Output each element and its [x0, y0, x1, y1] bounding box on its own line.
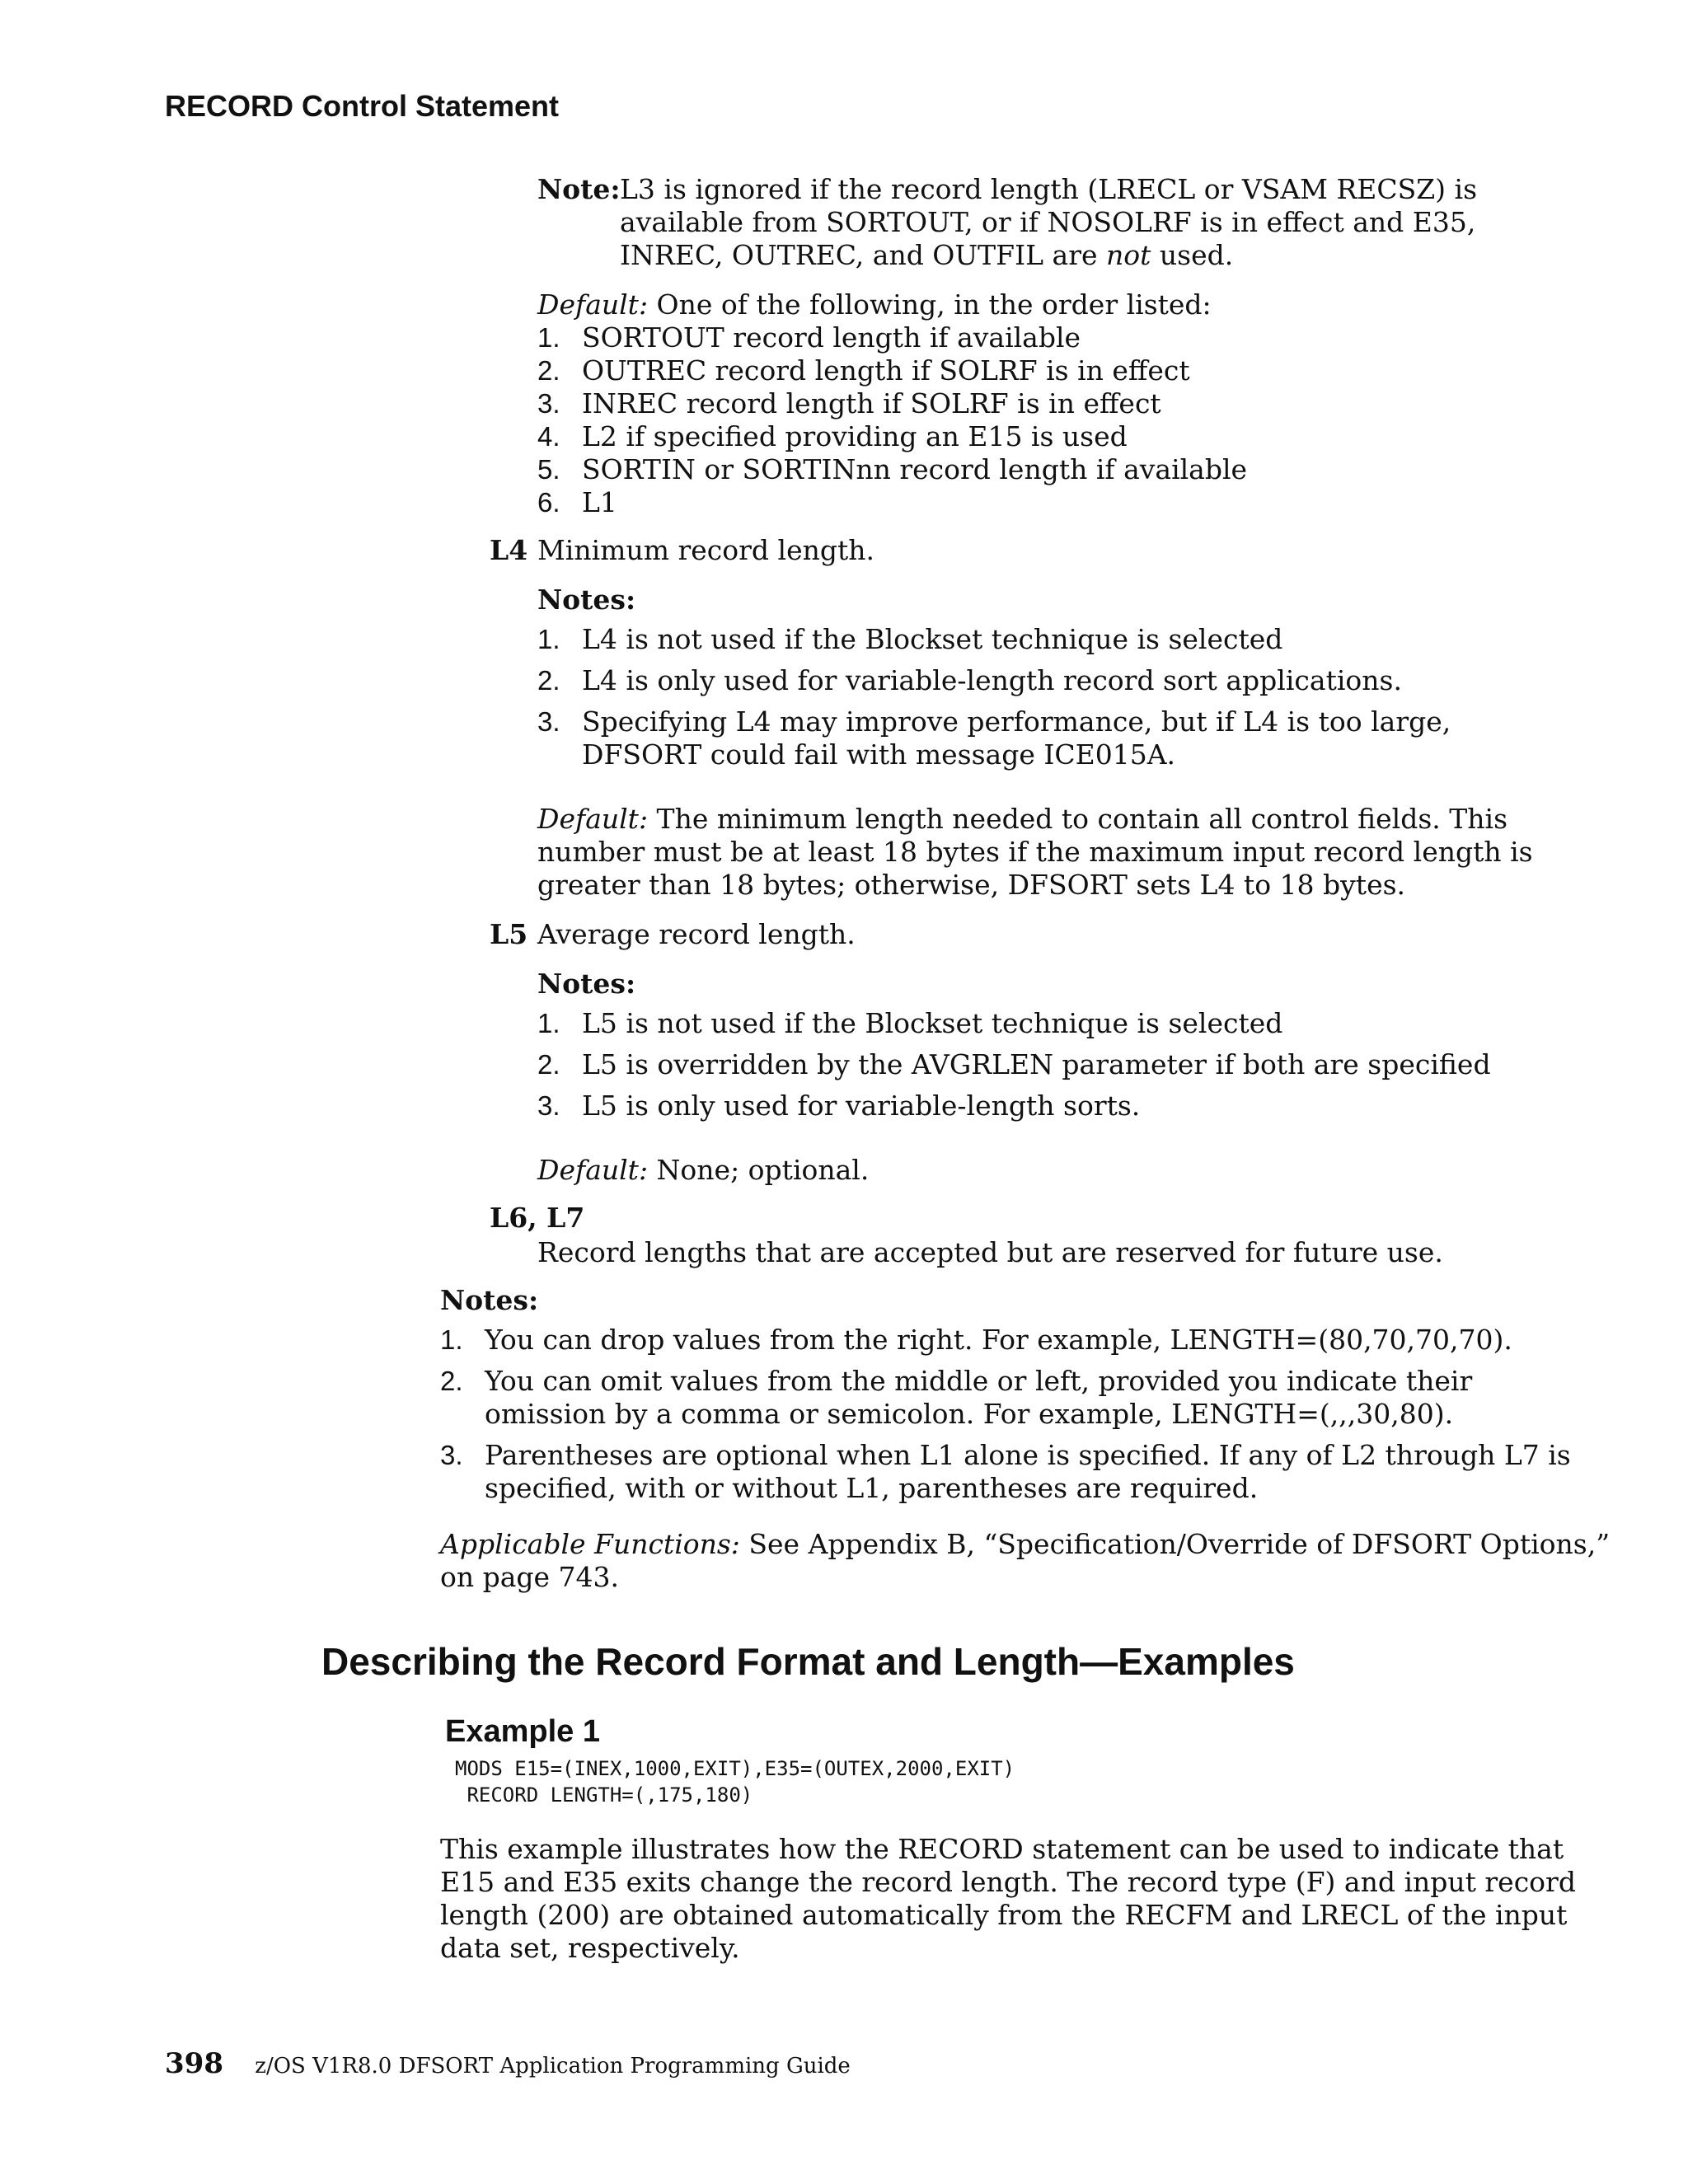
- code-line: MODS E15=(INEX,1000,EXIT),E35=(OUTEX,2000,EXIT): [455, 1757, 1015, 1780]
- list-item: 3. INREC record length if SOLRF is in effect: [537, 387, 1161, 419]
- note-label: Note:: [537, 173, 621, 205]
- term-l5: L5: [490, 918, 528, 950]
- list-item: 4. L2 if specified providing an E15 is used: [537, 420, 1128, 452]
- general-notes-label: Notes:: [440, 1284, 539, 1316]
- list-item-cont: specified, with or without L1, parentheses are required.: [485, 1472, 1259, 1504]
- list-item-cont: omission by a comma or semicolon. For example, LENGTH=(,,,30,80).: [485, 1398, 1454, 1430]
- list-item: 1. SORTOUT record length if available: [537, 321, 1081, 354]
- l5-default: Default: None; optional.: [537, 1154, 870, 1186]
- l5-desc: Average record length.: [537, 918, 856, 950]
- section-heading: Describing the Record Format and Length—Examples: [321, 1640, 1295, 1683]
- l4-default-line2: number must be at least 18 bytes if the maximum input record length is: [537, 836, 1533, 868]
- list-item: 3. Specifying L4 may improve performance, but if L4 is too large,: [537, 705, 1451, 738]
- l3-note-line2: available from SORTOUT, or if NOSOLRF is in effect and E35,: [620, 206, 1476, 238]
- l6l7-desc: Record lengths that are accepted but are reserved for future use.: [537, 1236, 1443, 1268]
- book-title: z/OS V1R8.0 DFSORT Application Programming Guide: [255, 2054, 851, 2079]
- list-item: 6. L1: [537, 486, 617, 518]
- example-heading: Example 1: [445, 1714, 600, 1749]
- list-item-cont: DFSORT could fail with message ICE015A.: [582, 738, 1176, 771]
- l3-note-line1: L3 is ignored if the record length (LRECL or VSAM RECSZ) is: [620, 173, 1478, 205]
- list-item: 2. You can omit values from the middle or left, provided you indicate their: [440, 1365, 1473, 1397]
- list-item: 5. SORTIN or SORTINnn record length if available: [537, 453, 1248, 485]
- paragraph-line: E15 and E35 exits change the record length. The record type (F) and input record: [440, 1866, 1576, 1898]
- page-footer: [165, 2047, 851, 2080]
- l4-default-line3: greater than 18 bytes; otherwise, DFSORT sets L4 to 18 bytes.: [537, 869, 1406, 901]
- l3-default: Default: One of the following, in the order listed:: [537, 288, 1212, 321]
- paragraph-line: data set, respectively.: [440, 1932, 740, 1964]
- paragraph-line: length (200) are obtained automatically from the RECFM and LRECL of the input: [440, 1899, 1568, 1931]
- list-item: 2. OUTREC record length if SOLRF is in effect: [537, 354, 1190, 387]
- l3-note-line3: INREC, OUTREC, and OUTFIL are not used.: [620, 239, 1234, 271]
- l5-notes-label: Notes:: [537, 968, 636, 1000]
- term-l4: L4: [490, 534, 528, 566]
- list-item: 1. L5 is not used if the Blockset technique is selected: [537, 1007, 1283, 1039]
- list-item: 3. L5 is only used for variable-length sorts.: [537, 1090, 1141, 1122]
- l3-note: [537, 173, 621, 206]
- l4-desc: Minimum record length.: [537, 534, 874, 566]
- list-item: 1. You can drop values from the right. For example, LENGTH=(80,70,70,70).: [440, 1324, 1512, 1356]
- page-number: 398: [165, 2047, 223, 2080]
- applicable-functions-line2: on page 743.: [440, 1561, 620, 1593]
- term-l6-l7: L6, L7: [490, 1202, 585, 1234]
- paragraph-line: This example illustrates how the RECORD statement can be used to indicate that: [440, 1833, 1564, 1865]
- list-item: 2. L5 is overridden by the AVGRLEN parameter if both are specified: [537, 1048, 1491, 1080]
- list-item: 2. L4 is only used for variable-length record sort applications.: [537, 664, 1402, 696]
- applicable-functions: Applicable Functions: See Appendix B, “Specification/Override of DFSORT Options,”: [440, 1528, 1611, 1560]
- l4-default: Default: The minimum length needed to contain all control fields. This: [537, 803, 1508, 835]
- list-item: 3. Parentheses are optional when L1 alone is specified. If any of L2 through L7 is: [440, 1439, 1571, 1471]
- code-line: RECORD LENGTH=(,175,180): [455, 1783, 753, 1807]
- l4-notes-label: Notes:: [537, 583, 636, 616]
- running-head: RECORD Control Statement: [165, 89, 560, 123]
- list-item: 1. L4 is not used if the Blockset technique is selected: [537, 623, 1283, 655]
